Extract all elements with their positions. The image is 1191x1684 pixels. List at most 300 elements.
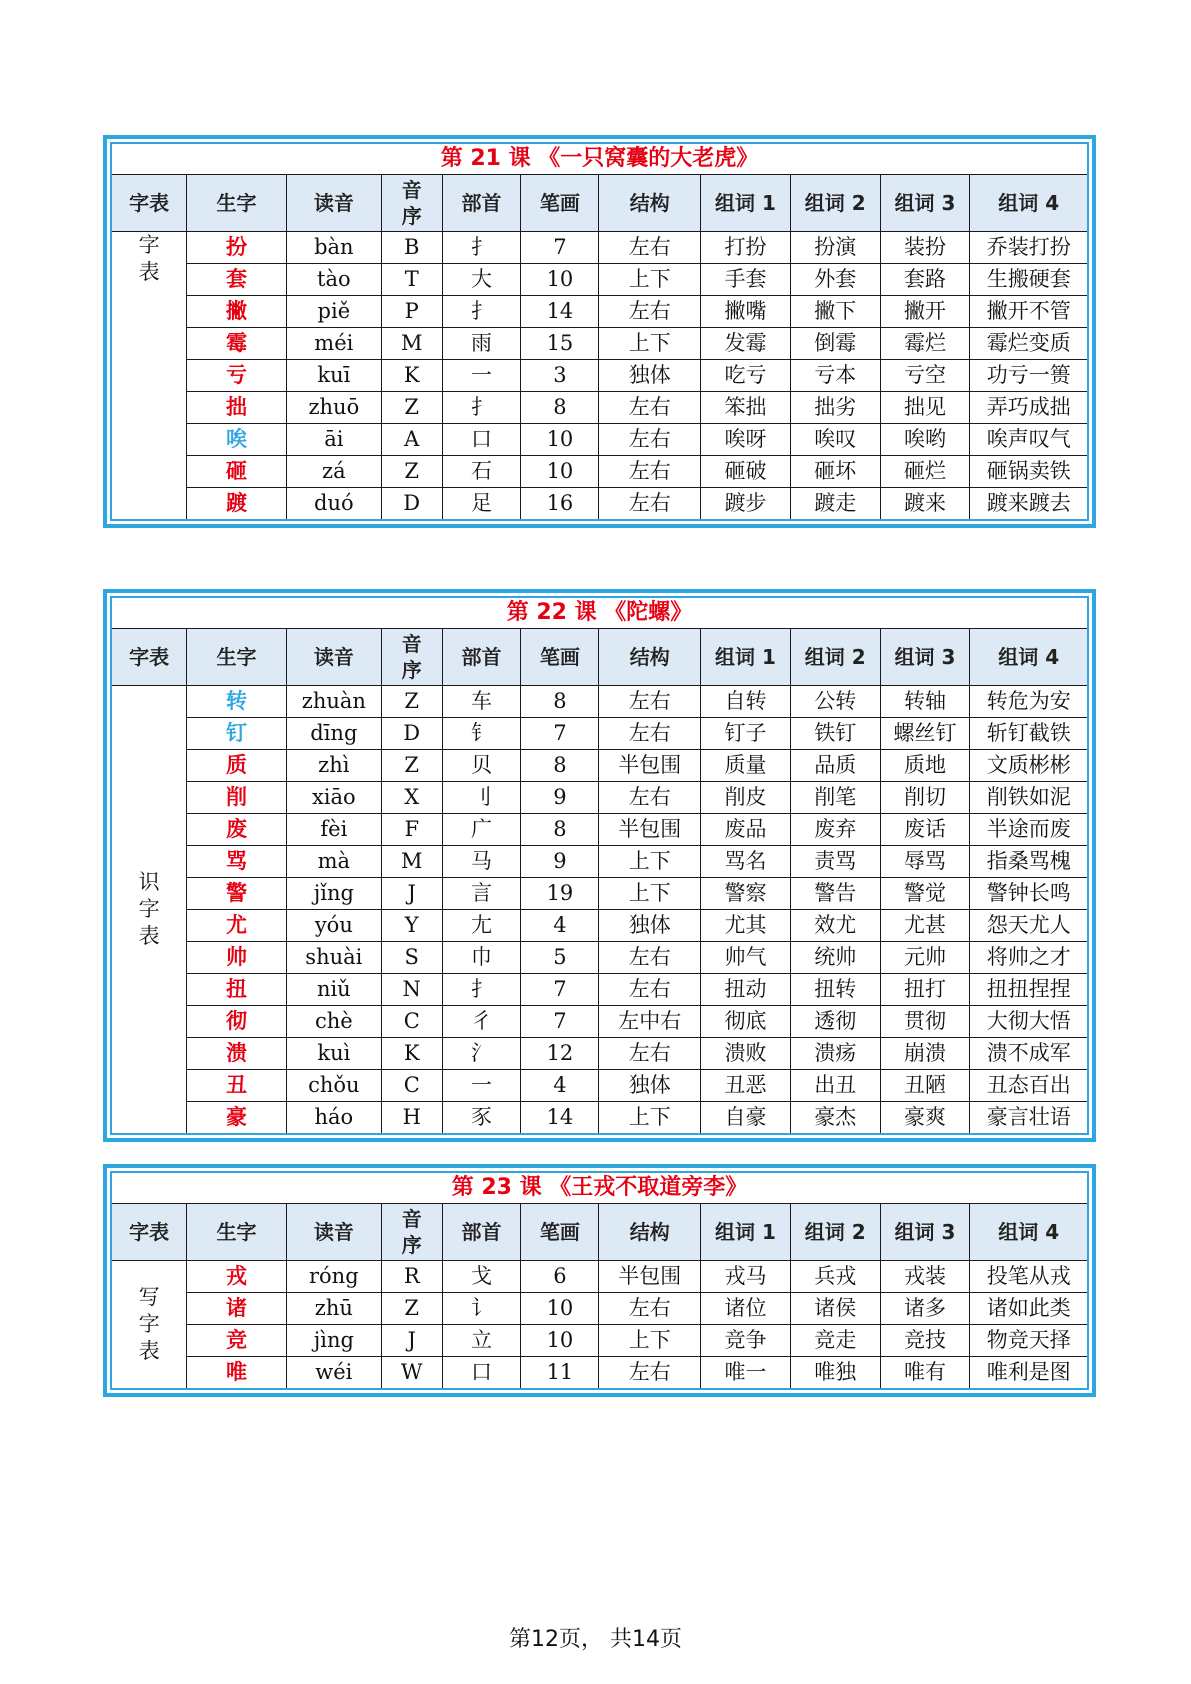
word-cell: 撇开不管	[970, 296, 1088, 328]
table-row	[111, 456, 1088, 488]
table-row	[111, 942, 1088, 974]
initial-cell: D	[381, 718, 442, 750]
initial-cell: Z	[381, 392, 442, 424]
table-row	[111, 488, 1088, 521]
column-header: 笔画	[521, 1204, 599, 1261]
pinyin-cell: tào	[286, 264, 381, 296]
word-cell: 兵戎	[790, 1261, 880, 1293]
word-cell: 打扮	[701, 232, 791, 264]
word-cell: 废弃	[790, 814, 880, 846]
pinyin-cell: fèi	[286, 814, 381, 846]
word-cell: 转危为安	[970, 686, 1088, 718]
structure-cell: 左右	[599, 718, 701, 750]
radical-cell: 一	[442, 360, 521, 392]
word-cell: 扭转	[790, 974, 880, 1006]
table-row	[111, 974, 1088, 1006]
column-header: 组词 2	[790, 175, 880, 232]
column-header: 笔画	[521, 629, 599, 686]
column-header: 字表	[111, 175, 187, 232]
word-cell: 铁钉	[790, 718, 880, 750]
structure-cell: 独体	[599, 910, 701, 942]
pinyin-cell: zhuō	[286, 392, 381, 424]
strokes-cell: 5	[521, 942, 599, 974]
word-cell: 削皮	[701, 782, 791, 814]
strokes-cell: 10	[521, 424, 599, 456]
word-cell: 撇嘴	[701, 296, 791, 328]
character-cell: 帅	[187, 942, 287, 974]
word-cell: 诸如此类	[970, 1293, 1088, 1325]
initial-cell: H	[381, 1102, 442, 1135]
pinyin-cell: piě	[286, 296, 381, 328]
word-cell: 笨拙	[701, 392, 791, 424]
strokes-cell: 14	[521, 1102, 599, 1135]
word-cell: 豪爽	[880, 1102, 970, 1135]
radical-cell: 口	[442, 1357, 521, 1390]
category-cell: 字表	[111, 232, 187, 521]
word-cell: 霉烂	[880, 328, 970, 360]
word-cell: 功亏一篑	[970, 360, 1088, 392]
pinyin-cell: kuì	[286, 1038, 381, 1070]
structure-cell: 上下	[599, 328, 701, 360]
word-cell: 唯有	[880, 1357, 970, 1390]
word-cell: 尤甚	[880, 910, 970, 942]
word-cell: 骂名	[701, 846, 791, 878]
table-row	[111, 1102, 1088, 1135]
column-header: 结构	[599, 629, 701, 686]
table-row	[111, 1261, 1088, 1293]
pinyin-cell: bàn	[286, 232, 381, 264]
lesson-title: 第 23 课 《王戎不取道旁李》	[111, 1172, 1088, 1204]
column-header: 读音	[286, 629, 381, 686]
word-cell: 踱走	[790, 488, 880, 521]
word-cell: 丑态百出	[970, 1070, 1088, 1102]
radical-cell: 言	[442, 878, 521, 910]
structure-cell: 上下	[599, 1325, 701, 1357]
structure-cell: 左右	[599, 1357, 701, 1390]
initial-cell: K	[381, 360, 442, 392]
word-cell: 品质	[790, 750, 880, 782]
strokes-cell: 9	[521, 782, 599, 814]
initial-cell: A	[381, 424, 442, 456]
character-cell: 唉	[187, 424, 287, 456]
pinyin-cell: róng	[286, 1261, 381, 1293]
category-cell: 写字表	[111, 1261, 187, 1390]
pinyin-cell: jǐng	[286, 878, 381, 910]
page-footer: 第12页， 共14页	[509, 1627, 682, 1652]
pinyin-cell: āi	[286, 424, 381, 456]
strokes-cell: 15	[521, 328, 599, 360]
initial-cell: J	[381, 1325, 442, 1357]
pinyin-cell: jìng	[286, 1325, 381, 1357]
radical-cell: 彳	[442, 1006, 521, 1038]
pinyin-cell: xiāo	[286, 782, 381, 814]
structure-cell: 左右	[599, 488, 701, 521]
column-header: 组词 2	[790, 629, 880, 686]
structure-cell: 左右	[599, 232, 701, 264]
vocab-table	[110, 142, 1089, 521]
word-cell: 废话	[880, 814, 970, 846]
category-cell: 识字表	[111, 686, 187, 1135]
column-header: 读音	[286, 175, 381, 232]
table-row	[111, 360, 1088, 392]
word-cell: 大彻大悟	[970, 1006, 1088, 1038]
radical-cell: 豕	[442, 1102, 521, 1135]
word-cell: 砸坏	[790, 456, 880, 488]
character-cell: 转	[187, 686, 287, 718]
structure-cell: 独体	[599, 360, 701, 392]
column-header: 生字	[187, 629, 287, 686]
pinyin-cell: duó	[286, 488, 381, 521]
radical-cell: 马	[442, 846, 521, 878]
lesson-title: 第 21 课 《一只窝囊的大老虎》	[111, 143, 1088, 175]
structure-cell: 左右	[599, 456, 701, 488]
pinyin-cell: zhuàn	[286, 686, 381, 718]
lesson-22-table	[103, 589, 1096, 1142]
structure-cell: 半包围	[599, 1261, 701, 1293]
word-cell: 踱步	[701, 488, 791, 521]
word-cell: 削笔	[790, 782, 880, 814]
word-cell: 戎马	[701, 1261, 791, 1293]
radical-cell: 足	[442, 488, 521, 521]
word-cell: 溃败	[701, 1038, 791, 1070]
initial-cell: M	[381, 328, 442, 360]
word-cell: 贯彻	[880, 1006, 970, 1038]
column-header: 组词 3	[880, 175, 970, 232]
structure-cell: 左右	[599, 392, 701, 424]
word-cell: 警觉	[880, 878, 970, 910]
word-cell: 唯独	[790, 1357, 880, 1390]
column-header: 结构	[599, 1204, 701, 1261]
header-row	[111, 1204, 1088, 1261]
character-cell: 扭	[187, 974, 287, 1006]
column-header: 笔画	[521, 175, 599, 232]
initial-cell: N	[381, 974, 442, 1006]
word-cell: 尤其	[701, 910, 791, 942]
word-cell: 外套	[790, 264, 880, 296]
pinyin-cell: zhì	[286, 750, 381, 782]
header-row	[111, 175, 1088, 232]
column-header: 字表	[111, 629, 187, 686]
strokes-cell: 14	[521, 296, 599, 328]
word-cell: 唉叹	[790, 424, 880, 456]
word-cell: 霉烂变质	[970, 328, 1088, 360]
lesson-23-table	[103, 1164, 1096, 1397]
initial-cell: Z	[381, 1293, 442, 1325]
initial-cell: M	[381, 846, 442, 878]
character-cell: 霉	[187, 328, 287, 360]
column-header: 部首	[442, 1204, 521, 1261]
character-cell: 骂	[187, 846, 287, 878]
table-row	[111, 782, 1088, 814]
word-cell: 踱来	[880, 488, 970, 521]
word-cell: 溃疡	[790, 1038, 880, 1070]
table-row	[111, 1293, 1088, 1325]
structure-cell: 左右	[599, 296, 701, 328]
structure-cell: 上下	[599, 264, 701, 296]
word-cell: 吃亏	[701, 360, 791, 392]
radical-cell: 大	[442, 264, 521, 296]
column-header: 组词 3	[880, 1204, 970, 1261]
word-cell: 砸破	[701, 456, 791, 488]
pinyin-cell: wéi	[286, 1357, 381, 1390]
character-cell: 彻	[187, 1006, 287, 1038]
pinyin-cell: zhū	[286, 1293, 381, 1325]
initial-cell: S	[381, 942, 442, 974]
structure-cell: 上下	[599, 878, 701, 910]
structure-cell: 上下	[599, 1102, 701, 1135]
initial-cell: F	[381, 814, 442, 846]
word-cell: 唉哟	[880, 424, 970, 456]
table-row	[111, 718, 1088, 750]
word-cell: 唯利是图	[970, 1357, 1088, 1390]
word-cell: 发霉	[701, 328, 791, 360]
table-row	[111, 878, 1088, 910]
table-row	[111, 686, 1088, 718]
word-cell: 削铁如泥	[970, 782, 1088, 814]
strokes-cell: 10	[521, 1325, 599, 1357]
radical-cell: 立	[442, 1325, 521, 1357]
structure-cell: 左右	[599, 1038, 701, 1070]
pinyin-cell: méi	[286, 328, 381, 360]
table-row	[111, 264, 1088, 296]
column-header: 组词 3	[880, 629, 970, 686]
character-cell: 扮	[187, 232, 287, 264]
word-cell: 斩钉截铁	[970, 718, 1088, 750]
word-cell: 警察	[701, 878, 791, 910]
word-cell: 倒霉	[790, 328, 880, 360]
character-cell: 套	[187, 264, 287, 296]
column-header: 音序	[381, 175, 442, 232]
word-cell: 元帅	[880, 942, 970, 974]
strokes-cell: 10	[521, 456, 599, 488]
radical-cell: 贝	[442, 750, 521, 782]
character-cell: 砸	[187, 456, 287, 488]
initial-cell: R	[381, 1261, 442, 1293]
header-row	[111, 629, 1088, 686]
word-cell: 扭扭捏捏	[970, 974, 1088, 1006]
word-cell: 丑恶	[701, 1070, 791, 1102]
character-cell: 丑	[187, 1070, 287, 1102]
pinyin-cell: niǔ	[286, 974, 381, 1006]
word-cell: 统帅	[790, 942, 880, 974]
initial-cell: Z	[381, 686, 442, 718]
word-cell: 拙劣	[790, 392, 880, 424]
column-header: 部首	[442, 175, 521, 232]
radical-cell: 雨	[442, 328, 521, 360]
word-cell: 丑陋	[880, 1070, 970, 1102]
column-header: 组词 1	[701, 629, 791, 686]
word-cell: 质量	[701, 750, 791, 782]
word-cell: 削切	[880, 782, 970, 814]
radical-cell: 口	[442, 424, 521, 456]
word-cell: 钉子	[701, 718, 791, 750]
strokes-cell: 12	[521, 1038, 599, 1070]
initial-cell: K	[381, 1038, 442, 1070]
pinyin-cell: dīng	[286, 718, 381, 750]
structure-cell: 左右	[599, 974, 701, 1006]
strokes-cell: 16	[521, 488, 599, 521]
word-cell: 效尤	[790, 910, 880, 942]
column-header: 组词 2	[790, 1204, 880, 1261]
radical-cell: 尢	[442, 910, 521, 942]
word-cell: 撇下	[790, 296, 880, 328]
strokes-cell: 9	[521, 846, 599, 878]
pinyin-cell: yóu	[286, 910, 381, 942]
radical-cell: 刂	[442, 782, 521, 814]
word-cell: 投笔从戎	[970, 1261, 1088, 1293]
lesson-title: 第 22 课 《陀螺》	[111, 597, 1088, 629]
column-header: 字表	[111, 1204, 187, 1261]
word-cell: 砸锅卖铁	[970, 456, 1088, 488]
word-cell: 扮演	[790, 232, 880, 264]
radical-cell: 车	[442, 686, 521, 718]
radical-cell: 巾	[442, 942, 521, 974]
word-cell: 亏本	[790, 360, 880, 392]
character-cell: 废	[187, 814, 287, 846]
character-cell: 豪	[187, 1102, 287, 1135]
table-row	[111, 750, 1088, 782]
word-cell: 弄巧成拙	[970, 392, 1088, 424]
column-header: 生字	[187, 175, 287, 232]
table-row	[111, 1325, 1088, 1357]
radical-cell: 戈	[442, 1261, 521, 1293]
table-row	[111, 424, 1088, 456]
initial-cell: W	[381, 1357, 442, 1390]
column-header: 组词 4	[970, 629, 1088, 686]
word-cell: 唯一	[701, 1357, 791, 1390]
character-cell: 质	[187, 750, 287, 782]
table-row	[111, 392, 1088, 424]
character-cell: 踱	[187, 488, 287, 521]
strokes-cell: 7	[521, 718, 599, 750]
word-cell: 生搬硬套	[970, 264, 1088, 296]
column-header: 组词 4	[970, 175, 1088, 232]
column-header: 部首	[442, 629, 521, 686]
word-cell: 踱来踱去	[970, 488, 1088, 521]
radical-cell: 石	[442, 456, 521, 488]
column-header: 音序	[381, 1204, 442, 1261]
column-header: 组词 1	[701, 1204, 791, 1261]
table-row	[111, 846, 1088, 878]
initial-cell: Y	[381, 910, 442, 942]
word-cell: 怨天尤人	[970, 910, 1088, 942]
word-cell: 螺丝钉	[880, 718, 970, 750]
table-row	[111, 1038, 1088, 1070]
table-row	[111, 1006, 1088, 1038]
column-header: 组词 4	[970, 1204, 1088, 1261]
character-cell: 警	[187, 878, 287, 910]
column-header: 读音	[286, 1204, 381, 1261]
word-cell: 帅气	[701, 942, 791, 974]
structure-cell: 独体	[599, 1070, 701, 1102]
word-cell: 诸位	[701, 1293, 791, 1325]
word-cell: 半途而废	[970, 814, 1088, 846]
strokes-cell: 8	[521, 392, 599, 424]
word-cell: 豪言壮语	[970, 1102, 1088, 1135]
character-cell: 亏	[187, 360, 287, 392]
word-cell: 唉呀	[701, 424, 791, 456]
radical-cell: 扌	[442, 296, 521, 328]
character-cell: 撇	[187, 296, 287, 328]
column-header: 音序	[381, 629, 442, 686]
initial-cell: D	[381, 488, 442, 521]
initial-cell: T	[381, 264, 442, 296]
initial-cell: X	[381, 782, 442, 814]
pinyin-cell: háo	[286, 1102, 381, 1135]
pinyin-cell: chǒu	[286, 1070, 381, 1102]
table-row	[111, 232, 1088, 264]
word-cell: 诸多	[880, 1293, 970, 1325]
strokes-cell: 10	[521, 264, 599, 296]
word-cell: 套路	[880, 264, 970, 296]
initial-cell: B	[381, 232, 442, 264]
word-cell: 转轴	[880, 686, 970, 718]
word-cell: 装扮	[880, 232, 970, 264]
word-cell: 透彻	[790, 1006, 880, 1038]
word-cell: 撇开	[880, 296, 970, 328]
strokes-cell: 8	[521, 814, 599, 846]
radical-cell: 扌	[442, 232, 521, 264]
structure-cell: 左右	[599, 1293, 701, 1325]
word-cell: 质地	[880, 750, 970, 782]
column-header: 生字	[187, 1204, 287, 1261]
word-cell: 废品	[701, 814, 791, 846]
pinyin-cell: chè	[286, 1006, 381, 1038]
vocab-table	[110, 596, 1089, 1135]
initial-cell: C	[381, 1006, 442, 1038]
lesson-21-table	[103, 135, 1096, 528]
column-header: 结构	[599, 175, 701, 232]
word-cell: 砸烂	[880, 456, 970, 488]
table-row	[111, 296, 1088, 328]
word-cell: 豪杰	[790, 1102, 880, 1135]
vocab-table	[110, 1171, 1089, 1390]
word-cell: 指桑骂槐	[970, 846, 1088, 878]
strokes-cell: 7	[521, 974, 599, 1006]
table-row	[111, 328, 1088, 360]
strokes-cell: 11	[521, 1357, 599, 1390]
radical-cell: 氵	[442, 1038, 521, 1070]
word-cell: 物竞天择	[970, 1325, 1088, 1357]
strokes-cell: 19	[521, 878, 599, 910]
word-cell: 诸侯	[790, 1293, 880, 1325]
structure-cell: 半包围	[599, 814, 701, 846]
column-header: 组词 1	[701, 175, 791, 232]
radical-cell: 扌	[442, 392, 521, 424]
word-cell: 乔装打扮	[970, 232, 1088, 264]
character-cell: 尤	[187, 910, 287, 942]
character-cell: 削	[187, 782, 287, 814]
word-cell: 责骂	[790, 846, 880, 878]
radical-cell: 钅	[442, 718, 521, 750]
word-cell: 溃不成军	[970, 1038, 1088, 1070]
strokes-cell: 8	[521, 750, 599, 782]
structure-cell: 上下	[599, 846, 701, 878]
word-cell: 文质彬彬	[970, 750, 1088, 782]
word-cell: 警告	[790, 878, 880, 910]
initial-cell: C	[381, 1070, 442, 1102]
character-cell: 拙	[187, 392, 287, 424]
word-cell: 自豪	[701, 1102, 791, 1135]
word-cell: 扭打	[880, 974, 970, 1006]
pinyin-cell: mà	[286, 846, 381, 878]
pinyin-cell: shuài	[286, 942, 381, 974]
character-cell: 诸	[187, 1293, 287, 1325]
word-cell: 戎装	[880, 1261, 970, 1293]
word-cell: 扭动	[701, 974, 791, 1006]
table-row	[111, 1357, 1088, 1390]
word-cell: 彻底	[701, 1006, 791, 1038]
